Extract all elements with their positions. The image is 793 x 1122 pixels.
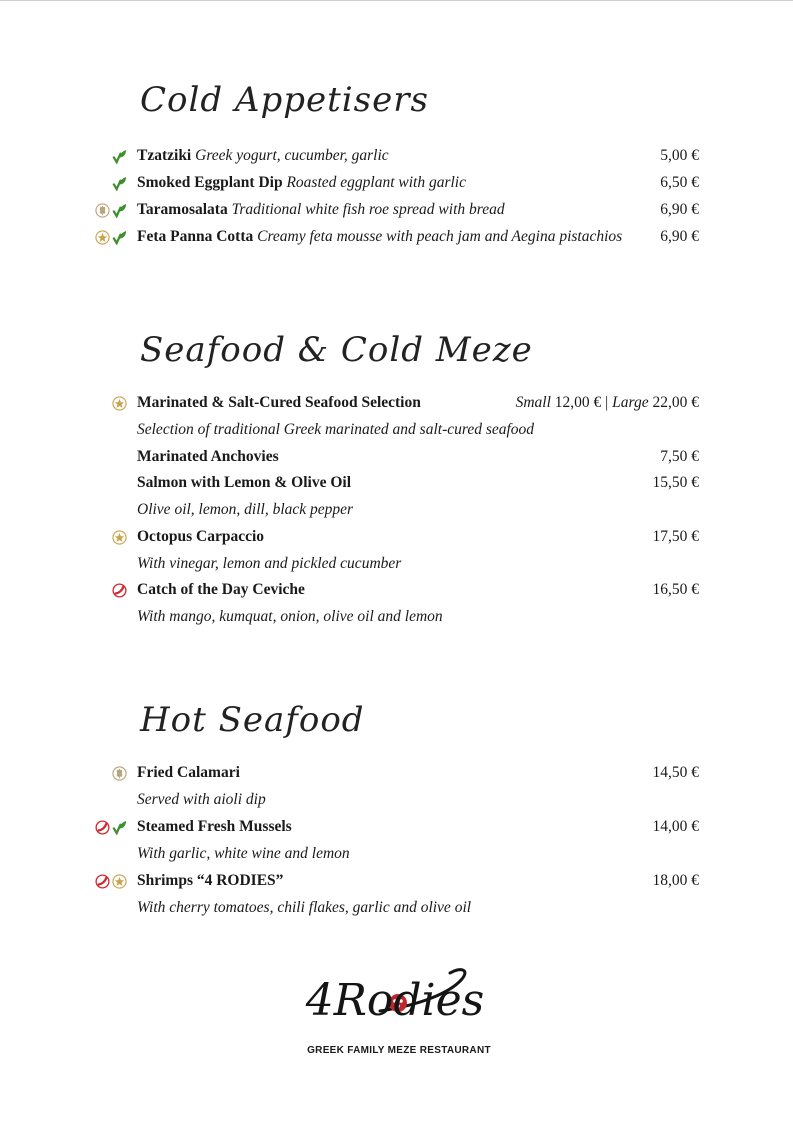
item-name: Octopus Carpaccio — [137, 528, 265, 545]
item-name: Tzatziki — [137, 147, 192, 164]
item-price: 14,50 € — [652, 764, 699, 781]
item-price: 6,50 € — [660, 174, 699, 191]
item-name: Taramosalata — [137, 201, 228, 218]
item-name: Marinated & Salt-Cured Seafood Selection — [137, 394, 421, 411]
item-description: Traditional white fish roe spread with bread — [231, 201, 505, 218]
spicy-icon — [95, 819, 110, 834]
menu-item — [0, 225, 793, 249]
menu-item — [0, 198, 793, 222]
item-description: With cherry tomatoes, chili flakes, garlic and olive oil — [137, 899, 472, 916]
section-title-hot-seafood: Hot Seafood — [140, 700, 365, 740]
item-description: Roasted eggplant with garlic — [286, 174, 466, 191]
item-name: Feta Panna Cotta — [137, 228, 254, 245]
menu-item — [0, 761, 793, 785]
menu-item — [0, 144, 793, 168]
item-name: Salmon with Lemon & Olive Oil — [137, 474, 351, 491]
logo-text: 4Rodies — [305, 975, 485, 1026]
item-description: Selection of traditional Greek marinated and salt-cured seafood — [137, 421, 535, 438]
signature-star-icon — [112, 395, 127, 410]
gluten-icon — [95, 202, 110, 217]
item-name: Shrimps “4 RODIES” — [137, 872, 284, 889]
vegetarian-icon — [112, 229, 127, 244]
spicy-icon — [95, 873, 110, 888]
item-description: Olive oil, lemon, dill, black pepper — [137, 501, 354, 518]
gluten-icon — [112, 765, 127, 780]
vegetarian-icon — [112, 148, 127, 163]
menu-item — [0, 171, 793, 195]
signature-star-icon — [112, 529, 127, 544]
top-border — [0, 0, 793, 1]
item-name: Marinated Anchovies — [137, 448, 279, 465]
vegetarian-icon — [112, 175, 127, 190]
item-price: 6,90 € — [660, 201, 699, 218]
menu-item — [0, 869, 793, 893]
item-price: 5,00 € — [660, 147, 699, 164]
item-name: Smoked Eggplant Dip — [137, 174, 283, 191]
item-description: Greek yogurt, cucumber, garlic — [195, 147, 389, 164]
menu-item — [0, 815, 793, 839]
section-title-cold-appetisers: Cold Appetisers — [140, 80, 429, 120]
item-description: Creamy feta mousse with peach jam and Aegina pistachios — [257, 228, 623, 245]
vegetarian-icon — [112, 819, 127, 834]
signature-star-icon — [112, 873, 127, 888]
menu-item — [0, 471, 793, 495]
item-price: 16,50 € — [652, 581, 699, 598]
menu-item — [0, 445, 793, 469]
item-description: With garlic, white wine and lemon — [137, 845, 350, 862]
vegetarian-icon — [112, 202, 127, 217]
item-price: 17,50 € — [652, 528, 699, 545]
item-price: 14,00 € — [652, 818, 699, 835]
item-name: Catch of the Day Ceviche — [137, 581, 305, 598]
menu-item — [0, 525, 793, 549]
item-price: 7,50 € — [660, 448, 699, 465]
menu-item — [0, 391, 793, 415]
item-price: 15,50 € — [652, 474, 699, 491]
section-title-seafood-cold-meze: Seafood & Cold Meze — [140, 330, 533, 370]
item-price: 6,90 € — [660, 228, 699, 245]
item-price: 18,00 € — [652, 872, 699, 889]
item-description: With mango, kumquat, onion, olive oil and lemon — [137, 608, 443, 625]
item-description: With vinegar, lemon and pickled cucumber — [137, 555, 402, 572]
item-name: Fried Calamari — [137, 764, 240, 781]
item-price-sizes: Small 12,00 € | Large 22,00 € — [515, 394, 699, 411]
signature-star-icon — [95, 229, 110, 244]
item-description: Served with aioli dip — [137, 791, 266, 808]
spicy-icon — [112, 582, 127, 597]
menu-item — [0, 578, 793, 602]
logo-subtitle: GREEK FAMILY MEZE RESTAURANT — [307, 1045, 491, 1056]
item-name: Steamed Fresh Mussels — [137, 818, 292, 835]
